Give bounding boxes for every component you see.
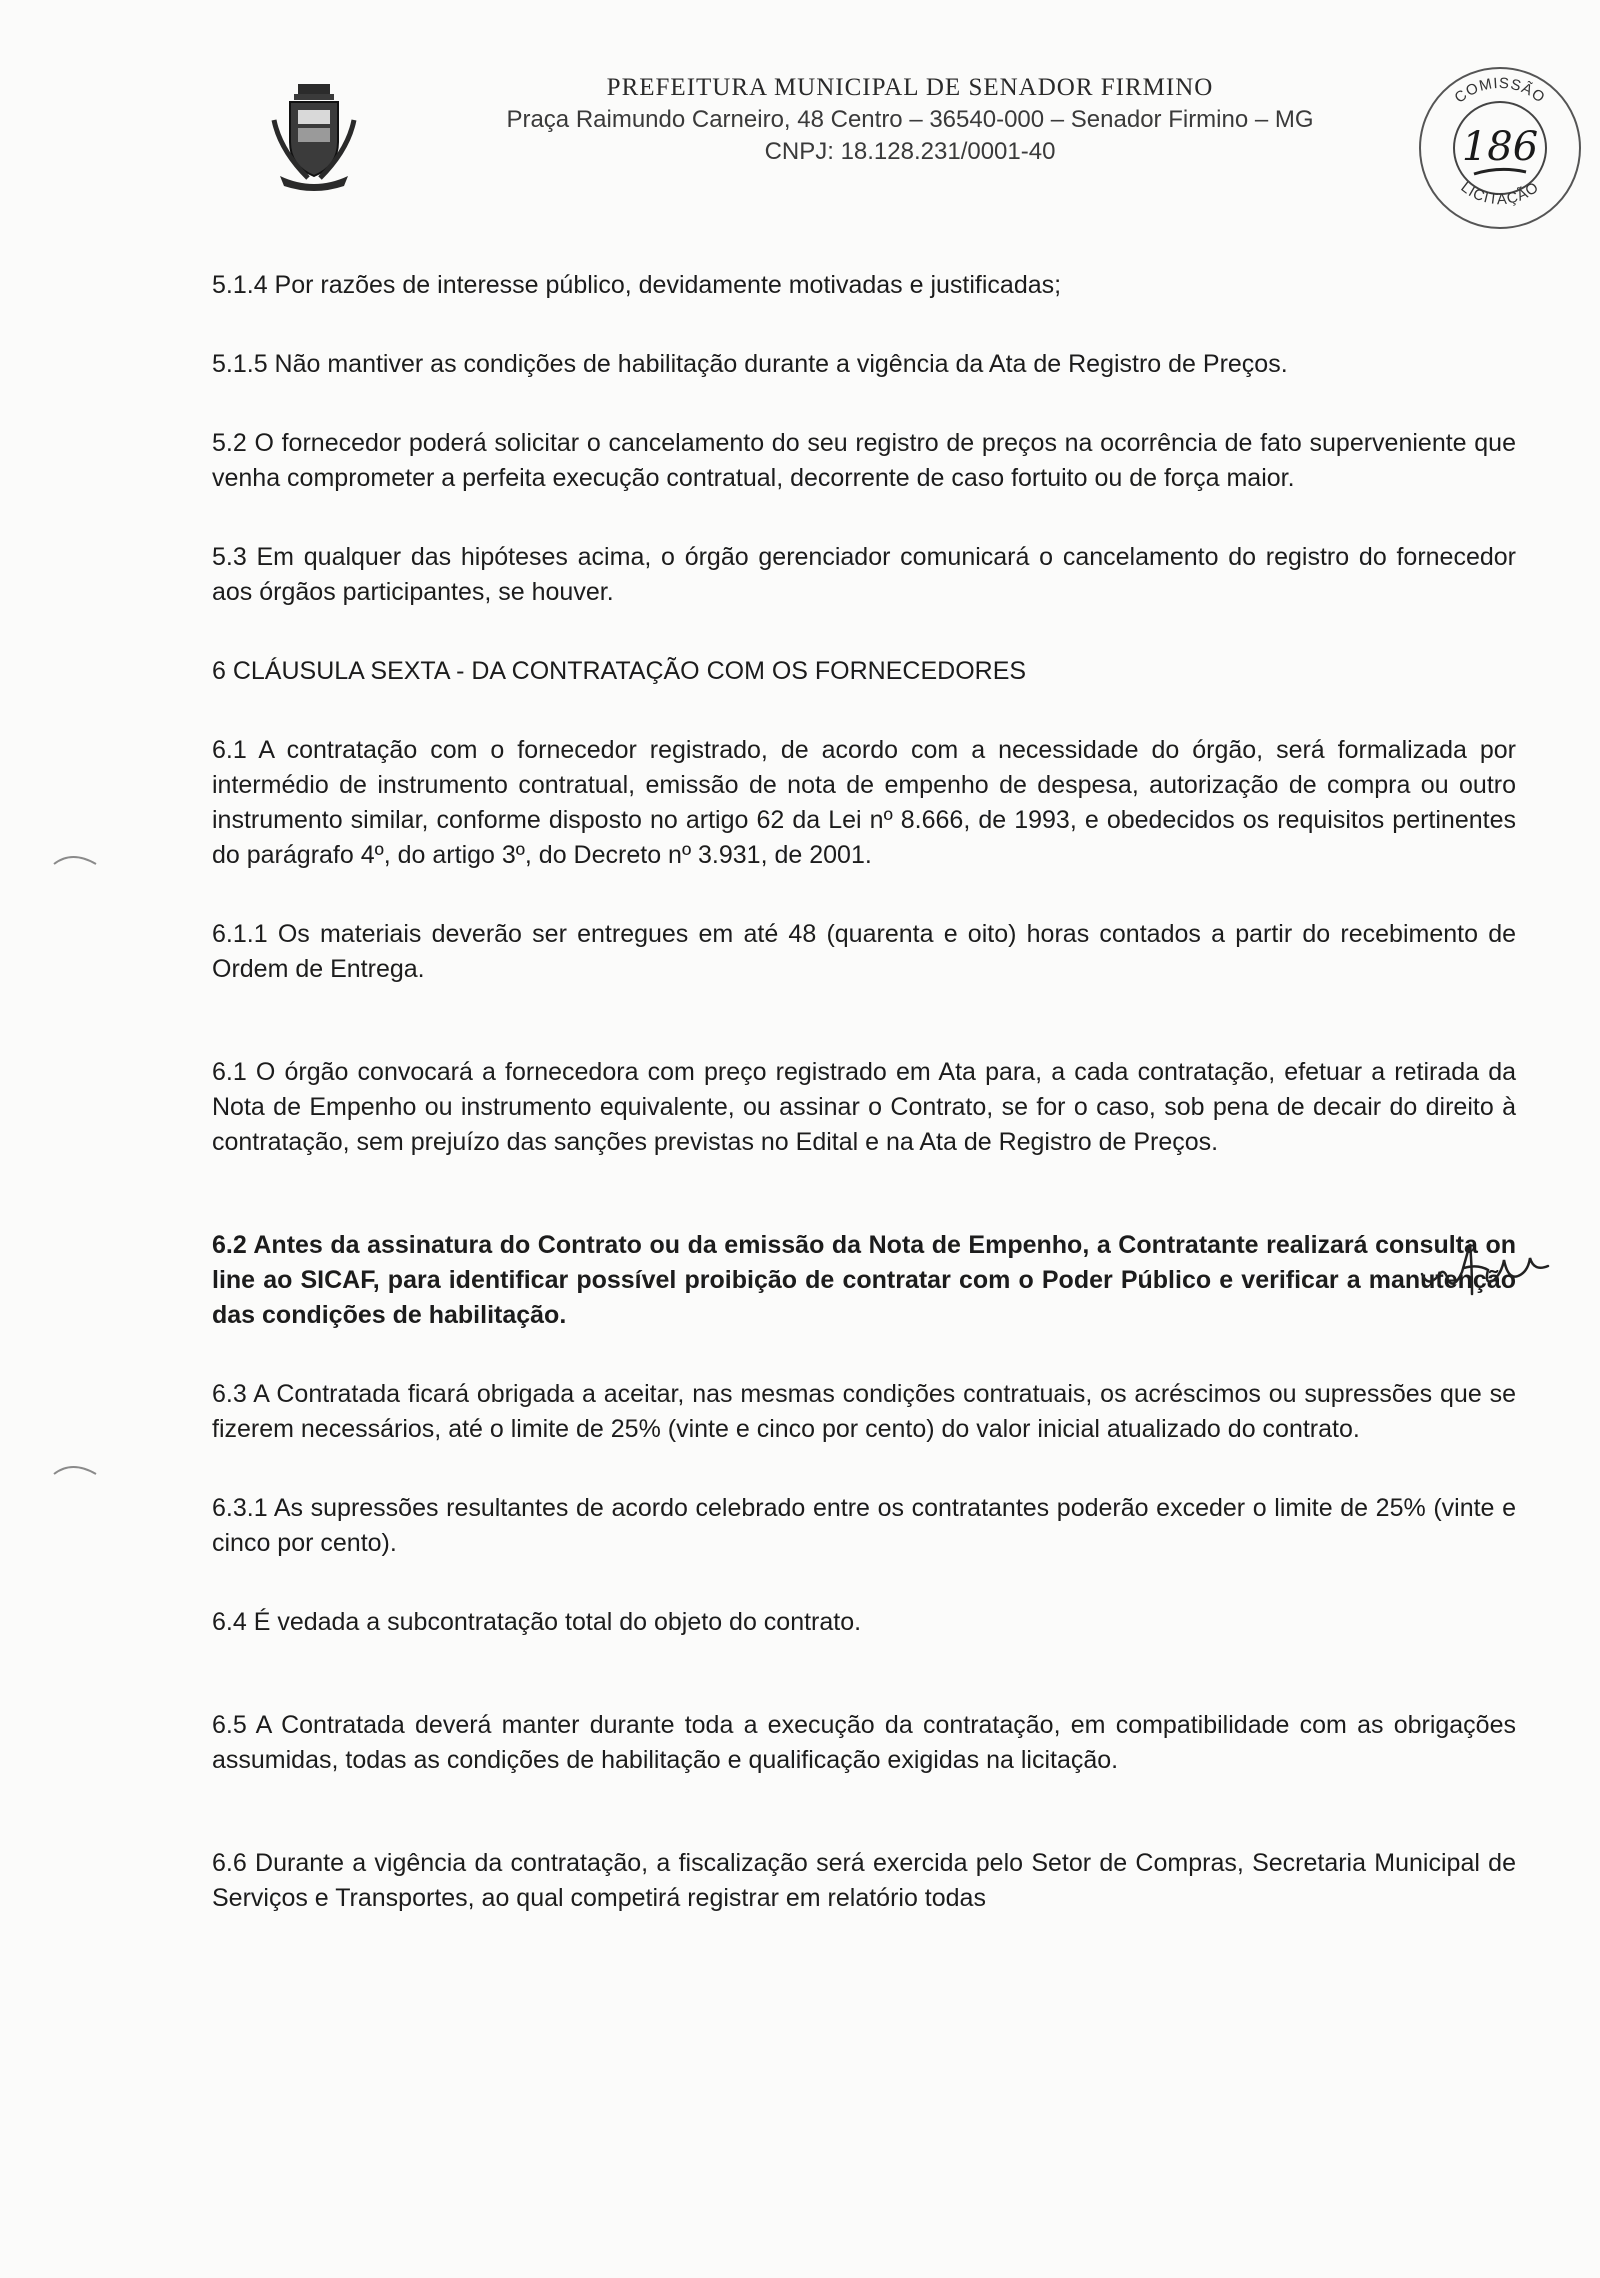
stamp-page-number: 186 [1461,124,1539,170]
stamp-top-text: COMISSÃO [1451,74,1549,107]
municipal-crest-icon [268,80,360,192]
margin-mark-icon [52,1462,98,1476]
paragraph-5-1-5: 5.1.5 Não mantiver as condições de habilitação durante a vigência da Ata de Registro de Preços. [212,350,1288,378]
paragraph-6-3: 6.3 A Contratada ficará obrigada a aceitar, nas mesmas condições contratuais, os acréscimos ou supressões que se fizerem necessários, até o limite de 25% (vinte e cinco por cento) do valor inicial atualizado do contrato. [212,1380,1516,1443]
address-line: Praça Raimundo Carneiro, 48 Centro – 36540-000 – Senador Firmino – MG [506,106,1314,133]
commission-stamp [1414,62,1586,234]
handwritten-initials-signature [1418,1236,1558,1306]
paragraph-6-1-1: 6.1.1 Os materiais deverão ser entregues em até 48 (quarenta e oito) horas contados a partir do recebimento de Ordem de Entrega. [212,920,1516,983]
municipality-title: PREFEITURA MUNICIPAL DE SENADOR FIRMINO [606,74,1214,101]
paragraph-6-1: 6.1 A contratação com o fornecedor registrado, de acordo com a necessidade do órgão, será formalizada por intermédio de instrumento contratual, emissão de nota de empenho de despesa, autorização de compra ou outro instrumento similar, conforme disposto no artigo 62 da Lei nº 8.666, de 1993, e obedecidos os requisitos pertinentes do parágrafo 4º, do artigo 3º, do Decreto nº 3.931, de 2001. [212,736,1516,869]
paragraph-5-2: 5.2 O fornecedor poderá solicitar o cancelamento do seu registro de preços na ocorrência de fato superveniente que venha comprometer a perfeita execução contratual, decorrente de caso fortuito ou de força maior. [212,429,1516,492]
cnpj-line: CNPJ: 18.128.231/0001-40 [764,138,1056,165]
paragraph-6-2: 6.2 Antes da assinatura do Contrato ou da emissão da Nota de Empenho, a Contratante realizará consulta on line ao SICAF, para identificar possível proibição de contratar com o Poder Público e verificar a manutenção das condições de habilitação. [212,1231,1516,1329]
document-body [212,268,1516,1960]
paragraph-6-5: 6.5 A Contratada deverá manter durante toda a execução da contratação, em compatibilidade com as obrigações assumidas, todas as condições de habilitação e qualificação exigidas na licitação. [212,1711,1516,1774]
letterhead [420,72,1400,168]
paragraph-5-3: 5.3 Em qualquer das hipóteses acima, o órgão gerenciador comunicará o cancelamento do registro do fornecedor aos órgãos participantes, se houver. [212,543,1516,606]
clause-six-heading: 6 CLÁUSULA SEXTA - DA CONTRATAÇÃO COM OS FORNECEDORES [212,657,1027,685]
paragraph-5-1-4: 5.1.4 Por razões de interesse público, devidamente motivadas e justificadas; [212,271,1062,299]
stamp-bottom-text: LICITAÇÃO [1457,178,1543,209]
paragraph-6-3-1: 6.3.1 As supressões resultantes de acordo celebrado entre os contratantes poderão exceder o limite de 25% (vinte e cinco por cento). [212,1494,1516,1557]
paragraph-6-6: 6.6 Durante a vigência da contratação, a fiscalização será exercida pelo Setor de Compras, Secretaria Municipal de Serviços e Transportes, ao qual competirá registrar em relatório todas [212,1849,1516,1912]
paragraph-6-4: 6.4 É vedada a subcontratação total do objeto do contrato. [212,1608,862,1636]
paragraph-6-1-convocation: 6.1 O órgão convocará a fornecedora com preço registrado em Ata para, a cada contratação, efetuar a retirada da Nota de Empenho ou instrumento equivalente, ou assinar o Contrato, se for o caso, sob pena de decair do direito à contratação, sem prejuízo das sanções previstas no Edital e na Ata de Registro de Preços. [212,1058,1516,1156]
margin-mark-icon [52,852,98,866]
